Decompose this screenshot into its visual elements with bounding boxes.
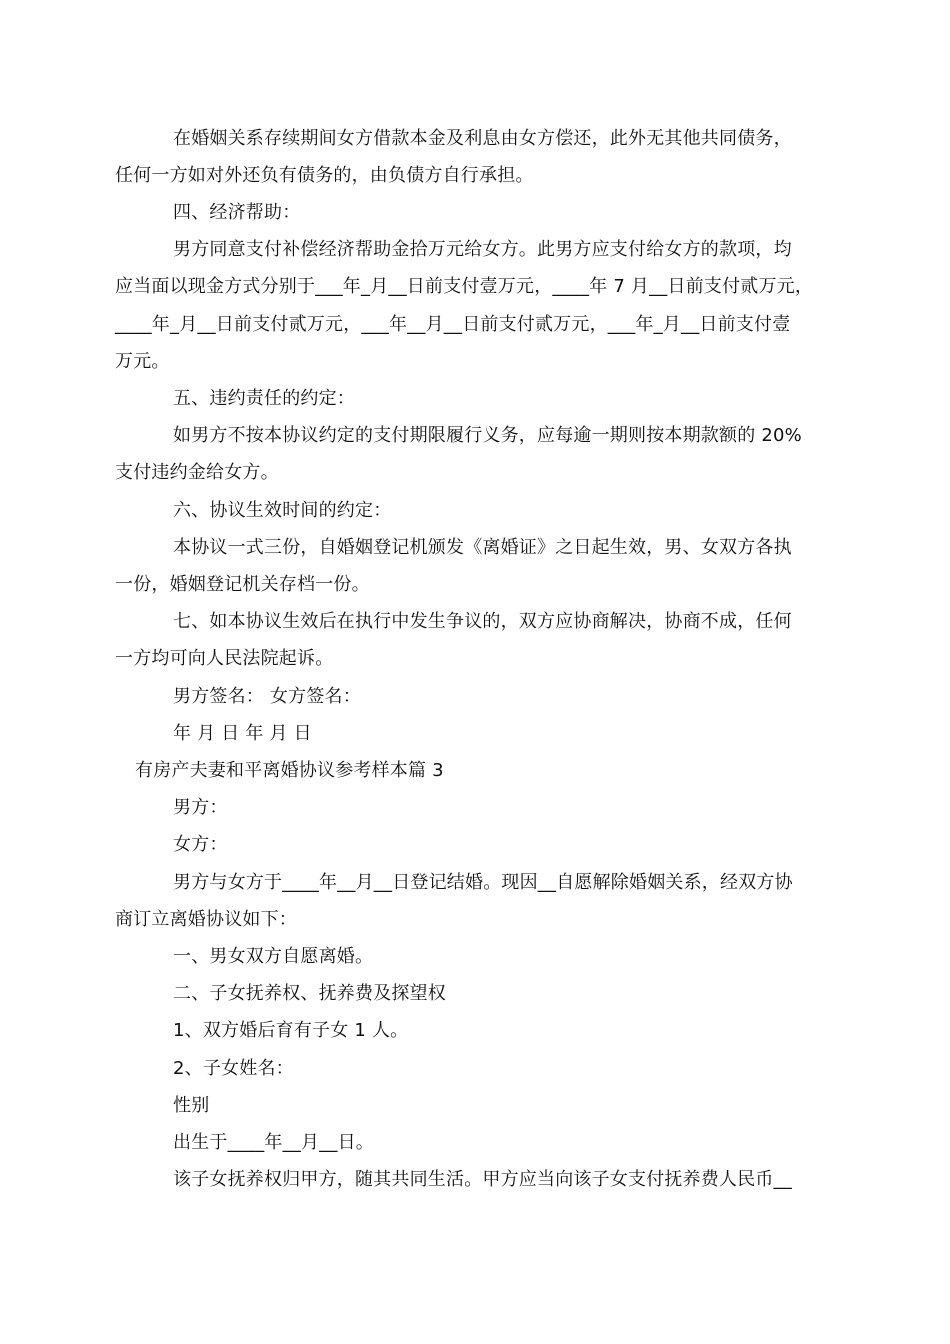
document-title: 有房产夫妻和平离婚协议参考样本篇 3	[135, 760, 444, 781]
text-line: 男方同意支付补偿经济帮助金拾万元给女方。此男方应支付给女方的款项，均	[173, 239, 792, 260]
signature-line: 男方签名： 女方签名：	[173, 686, 361, 707]
text-line: 一份，婚姻登记机关存档一份。	[115, 574, 370, 595]
text-line: 万元。	[115, 351, 170, 372]
text-line: 女方：	[173, 834, 228, 855]
text-line: 1、双方婚后育有子女 1 人。	[173, 1020, 409, 1041]
text-line: 男方与女方于____年__月__日登记结婚。现因__自愿解除婚姻关系，经双方协	[173, 872, 793, 893]
section-heading: 二、子女抚养权、抚养费及探望权	[173, 983, 446, 1004]
text-line: 任何一方如对外还负有债务的，由负债方自行承担。	[115, 165, 534, 186]
text-line: 在婚姻关系存续期间女方借款本金及利息由女方偿还，此外无其他共同债务，	[173, 128, 792, 149]
text-line: 支付违约金给女方。	[115, 462, 279, 483]
text-line: 应当面以现金方式分别于___年_月__日前支付壹万元，____年 7 月__日前支付贰万元，	[115, 276, 814, 297]
text-line: 七、如本协议生效后在执行中发生争议的，双方应协商解决，协商不成，任何	[173, 611, 792, 632]
date-line: 年 月 日 年 月 日	[173, 723, 312, 744]
text-line: 男方：	[173, 797, 228, 818]
section-heading: 四、经济帮助：	[173, 202, 301, 223]
text-line: 一方均可向人民法院起诉。	[115, 648, 334, 669]
text-line: ____年_月__日前支付贰万元，___年__月__日前支付贰万元，___年_月__日前支付壹	[115, 314, 791, 335]
text-line: 商订立离婚协议如下：	[115, 909, 297, 930]
section-heading: 一、男女双方自愿离婚。	[173, 946, 374, 967]
section-heading: 五、违约责任的约定：	[173, 388, 355, 409]
section-heading: 六、协议生效时间的约定：	[173, 500, 392, 521]
text-line: 本协议一式三份，自婚姻登记机颁发《离婚证》之日起生效，男、女双方各执	[173, 537, 792, 558]
text-line: 该子女抚养权归甲方，随其共同生活。甲方应当向该子女支付抚养费人民币__	[173, 1169, 792, 1190]
text-line: 性别	[173, 1095, 210, 1116]
text-line: 2、子女姓名：	[173, 1058, 294, 1079]
text-line: 如男方不按本协议约定的支付期限履行义务，应每逾一期则按本期款额的 20%	[173, 425, 802, 446]
text-line: 出生于____年__月__日。	[173, 1132, 374, 1153]
